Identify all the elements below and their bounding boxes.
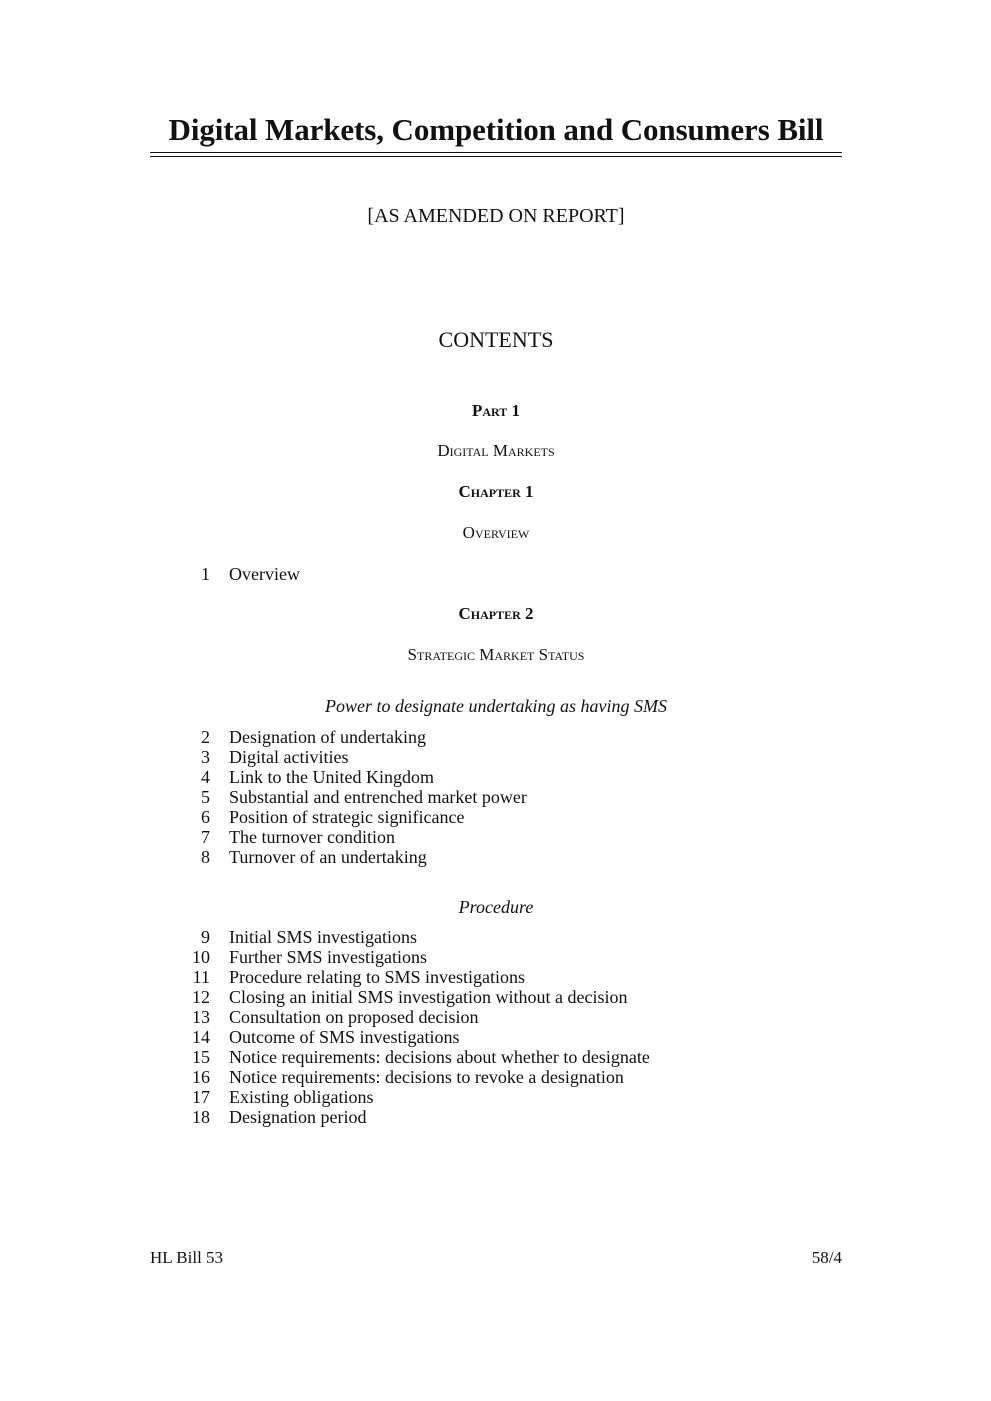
toc-item-title: Existing obligations bbox=[229, 1087, 374, 1107]
toc-item-number: 7 bbox=[201, 827, 210, 847]
crossheading-procedure: Procedure bbox=[458, 897, 534, 917]
chapter-2-label: Chapter 2 bbox=[458, 604, 534, 623]
toc-item-number: 2 bbox=[201, 727, 210, 747]
toc-item-number: 3 bbox=[201, 747, 210, 767]
toc-item[interactable] bbox=[150, 987, 842, 1007]
toc-item[interactable] bbox=[150, 1087, 842, 1107]
toc-item-number: 16 bbox=[192, 1067, 210, 1087]
toc-item-number: 15 bbox=[192, 1047, 210, 1067]
toc-item-title: The turnover condition bbox=[229, 827, 395, 847]
toc-item[interactable] bbox=[150, 564, 842, 584]
chapter-2-name: Strategic Market Status bbox=[407, 645, 585, 664]
contents-heading: CONTENTS bbox=[438, 327, 554, 352]
document-title: Digital Markets, Competition and Consumers Bill bbox=[168, 112, 824, 147]
toc-item-title: Consultation on proposed decision bbox=[229, 1007, 479, 1027]
toc-item-title: Link to the United Kingdom bbox=[229, 767, 434, 787]
toc-item[interactable] bbox=[150, 827, 842, 847]
toc-item-number: 1 bbox=[201, 564, 210, 584]
footer-print-reference: 58/4 bbox=[811, 1248, 842, 1267]
toc-item-number: 8 bbox=[201, 847, 210, 867]
toc-item[interactable] bbox=[150, 727, 842, 747]
toc-item-number: 17 bbox=[192, 1087, 210, 1107]
toc-item-title: Outcome of SMS investigations bbox=[229, 1027, 460, 1047]
toc-item[interactable] bbox=[150, 1067, 842, 1087]
toc-item[interactable] bbox=[150, 807, 842, 827]
section-2-toc bbox=[150, 927, 842, 1127]
toc-item-title: Position of strategic significance bbox=[229, 807, 465, 827]
toc-item-number: 4 bbox=[201, 767, 210, 787]
toc-item-number: 14 bbox=[192, 1027, 210, 1047]
toc-item-title: Closing an initial SMS investigation without a decision bbox=[229, 987, 628, 1007]
toc-item-title: Notice requirements: decisions to revoke a designation bbox=[229, 1067, 624, 1087]
toc-item-title: Designation of undertaking bbox=[229, 727, 426, 747]
toc-item-title: Designation period bbox=[229, 1107, 367, 1127]
chapter-1-name: Overview bbox=[462, 523, 530, 542]
chapter-1-toc bbox=[150, 564, 842, 584]
toc-item-title: Turnover of an undertaking bbox=[229, 847, 427, 867]
title-rule-bottom bbox=[150, 156, 842, 157]
toc-item-number: 13 bbox=[192, 1007, 210, 1027]
toc-item[interactable] bbox=[150, 947, 842, 967]
toc-item[interactable] bbox=[150, 1027, 842, 1047]
toc-item-number: 5 bbox=[201, 787, 210, 807]
toc-item[interactable] bbox=[150, 967, 842, 987]
toc-item-title: Further SMS investigations bbox=[229, 947, 428, 967]
document-subtitle: [AS AMENDED ON REPORT] bbox=[367, 205, 625, 227]
toc-item-title: Overview bbox=[229, 564, 300, 584]
toc-item-number: 11 bbox=[192, 967, 210, 987]
toc-item-number: 12 bbox=[192, 987, 210, 1007]
toc-item-title: Notice requirements: decisions about whether to designate bbox=[229, 1047, 650, 1067]
toc-item-number: 10 bbox=[192, 947, 210, 967]
toc-item[interactable] bbox=[150, 847, 842, 867]
toc-item[interactable] bbox=[150, 767, 842, 787]
part-name: Digital Markets bbox=[437, 441, 555, 460]
toc-item[interactable] bbox=[150, 1047, 842, 1067]
footer-bill-number: HL Bill 53 bbox=[150, 1248, 224, 1267]
crossheading-power-to-designate: Power to designate undertaking as having SMS bbox=[325, 696, 667, 716]
toc-item-title: Digital activities bbox=[229, 747, 349, 767]
toc-item[interactable] bbox=[150, 1007, 842, 1027]
section-1-toc bbox=[150, 727, 842, 867]
toc-item-number: 18 bbox=[192, 1107, 210, 1127]
chapter-1-label: Chapter 1 bbox=[458, 482, 534, 501]
toc-item-number: 6 bbox=[201, 807, 210, 827]
toc-item[interactable] bbox=[150, 927, 842, 947]
toc-item-title: Substantial and entrenched market power bbox=[229, 787, 527, 807]
toc-item[interactable] bbox=[150, 787, 842, 807]
title-rule-top bbox=[150, 152, 842, 153]
toc-item-number: 9 bbox=[201, 927, 210, 947]
toc-item[interactable] bbox=[150, 1107, 842, 1127]
toc-item-title: Procedure relating to SMS investigations bbox=[229, 967, 525, 987]
toc-item-title: Initial SMS investigations bbox=[229, 927, 418, 947]
part-label: Part 1 bbox=[471, 401, 521, 420]
toc-item[interactable] bbox=[150, 747, 842, 767]
